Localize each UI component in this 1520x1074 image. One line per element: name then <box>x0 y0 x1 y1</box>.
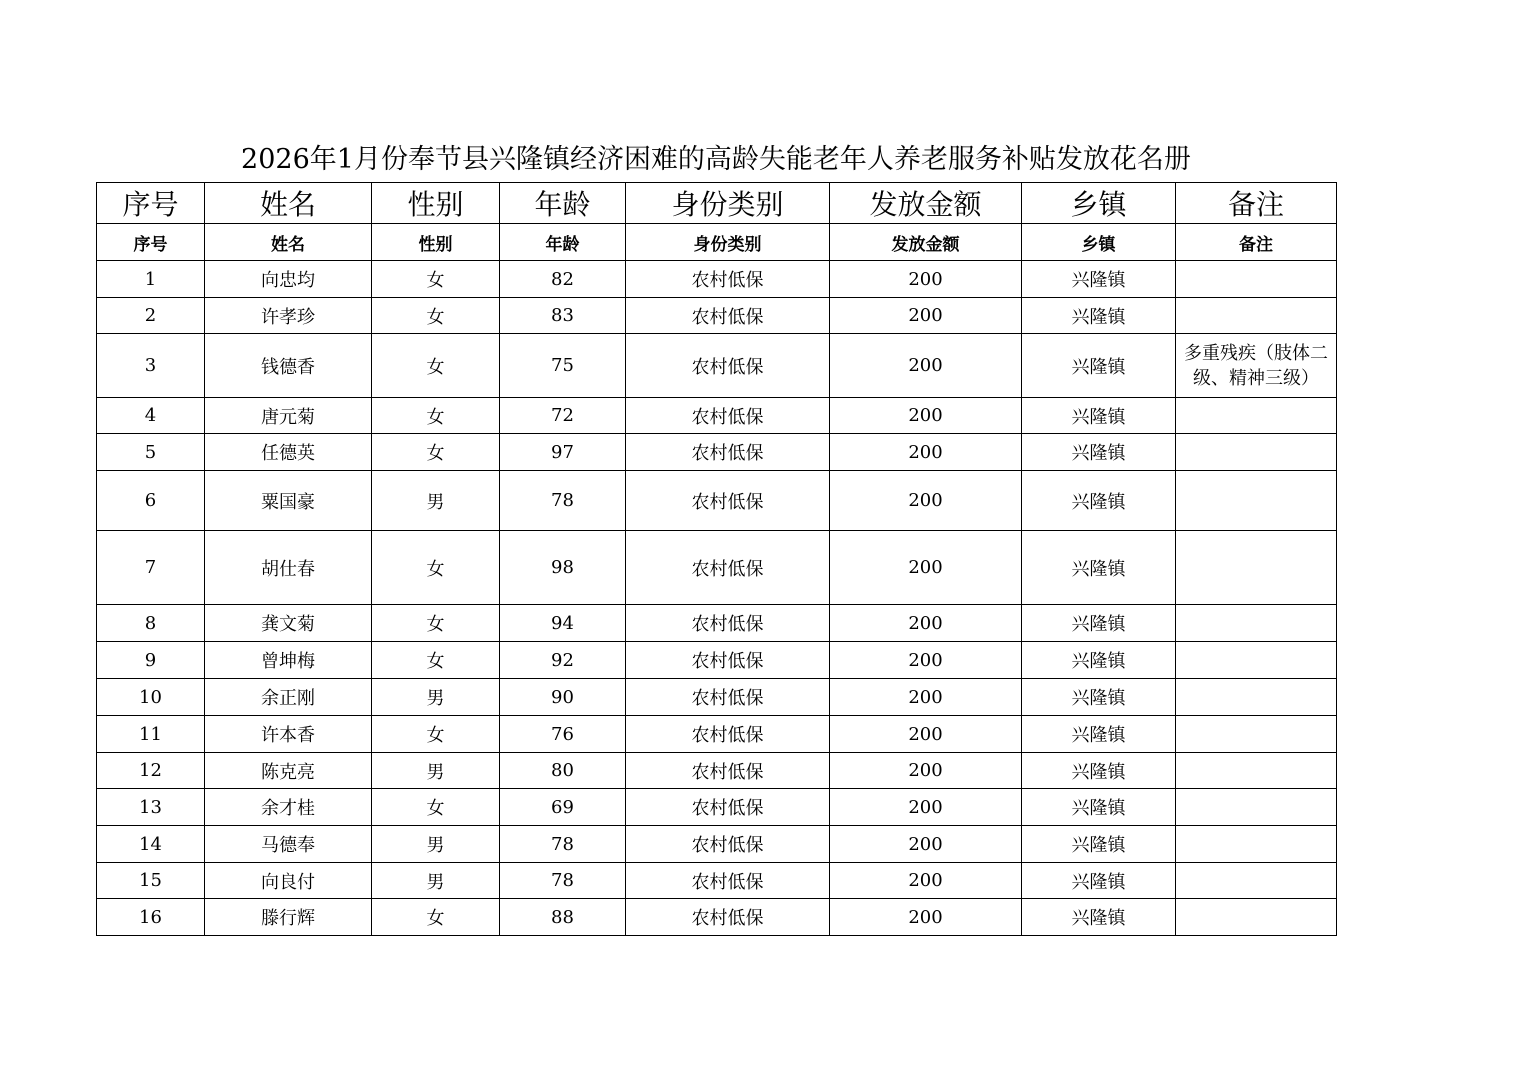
cell-note <box>1176 605 1337 642</box>
header-cell: 年龄 <box>500 183 626 224</box>
cell-amount: 200 <box>830 605 1022 642</box>
table-row <box>97 531 1337 605</box>
table-row <box>97 605 1337 642</box>
cell-town: 兴隆镇 <box>1022 334 1176 398</box>
cell-age: 92 <box>500 642 626 679</box>
cell-no: 1 <box>97 261 205 298</box>
cell-gender: 男 <box>372 826 500 863</box>
cell-no: 7 <box>97 531 205 605</box>
cell-gender: 女 <box>372 398 500 434</box>
cell-town: 兴隆镇 <box>1022 398 1176 434</box>
table-row <box>97 434 1337 471</box>
cell-town: 兴隆镇 <box>1022 261 1176 298</box>
header-cell: 年龄 <box>500 224 626 261</box>
cell-note <box>1176 298 1337 334</box>
cell-amount: 200 <box>830 471 1022 531</box>
cell-no: 2 <box>97 298 205 334</box>
cell-category: 农村低保 <box>626 434 830 471</box>
cell-gender: 女 <box>372 261 500 298</box>
cell-no: 4 <box>97 398 205 434</box>
table-row <box>97 298 1337 334</box>
cell-no: 10 <box>97 679 205 716</box>
cell-name: 马德奉 <box>205 826 372 863</box>
cell-note <box>1176 863 1337 899</box>
cell-note <box>1176 753 1337 789</box>
table-row <box>97 261 1337 298</box>
cell-no: 14 <box>97 826 205 863</box>
cell-town: 兴隆镇 <box>1022 298 1176 334</box>
cell-category: 农村低保 <box>626 642 830 679</box>
cell-gender: 女 <box>372 642 500 679</box>
cell-category: 农村低保 <box>626 261 830 298</box>
header-cell: 性别 <box>372 183 500 224</box>
header-cell: 性别 <box>372 224 500 261</box>
cell-category: 农村低保 <box>626 398 830 434</box>
cell-name: 滕行辉 <box>205 899 372 936</box>
cell-age: 82 <box>500 261 626 298</box>
cell-gender: 男 <box>372 863 500 899</box>
cell-age: 78 <box>500 471 626 531</box>
cell-name: 许本香 <box>205 716 372 753</box>
cell-category: 农村低保 <box>626 298 830 334</box>
cell-note <box>1176 334 1337 398</box>
header-cell: 乡镇 <box>1022 224 1176 261</box>
cell-no: 5 <box>97 434 205 471</box>
cell-age: 78 <box>500 863 626 899</box>
cell-category: 农村低保 <box>626 899 830 936</box>
table-row <box>97 863 1337 899</box>
cell-town: 兴隆镇 <box>1022 605 1176 642</box>
cell-name: 任德英 <box>205 434 372 471</box>
table-row <box>97 899 1337 936</box>
table-row <box>97 471 1337 531</box>
cell-amount: 200 <box>830 899 1022 936</box>
cell-no: 3 <box>97 334 205 398</box>
header-cell: 序号 <box>97 183 205 224</box>
cell-town: 兴隆镇 <box>1022 899 1176 936</box>
cell-no: 13 <box>97 789 205 826</box>
cell-no: 8 <box>97 605 205 642</box>
subsidy-roster-table <box>96 182 1337 936</box>
cell-category: 农村低保 <box>626 334 830 398</box>
cell-name: 余才桂 <box>205 789 372 826</box>
cell-name: 曾坤梅 <box>205 642 372 679</box>
cell-age: 94 <box>500 605 626 642</box>
header-cell: 备注 <box>1176 224 1337 261</box>
cell-no: 16 <box>97 899 205 936</box>
cell-age: 69 <box>500 789 626 826</box>
cell-age: 75 <box>500 334 626 398</box>
table-row <box>97 716 1337 753</box>
cell-amount: 200 <box>830 298 1022 334</box>
cell-age: 78 <box>500 826 626 863</box>
cell-name: 向忠均 <box>205 261 372 298</box>
cell-age: 88 <box>500 899 626 936</box>
cell-note <box>1176 531 1337 605</box>
cell-note <box>1176 789 1337 826</box>
cell-age: 76 <box>500 716 626 753</box>
header-cell: 乡镇 <box>1022 183 1176 224</box>
cell-no: 11 <box>97 716 205 753</box>
cell-name: 许孝珍 <box>205 298 372 334</box>
cell-gender: 女 <box>372 434 500 471</box>
cell-category: 农村低保 <box>626 679 830 716</box>
cell-no: 15 <box>97 863 205 899</box>
cell-category: 农村低保 <box>626 826 830 863</box>
header-cell: 序号 <box>97 224 205 261</box>
header-cell: 备注 <box>1176 183 1337 224</box>
cell-category: 农村低保 <box>626 471 830 531</box>
cell-note <box>1176 261 1337 298</box>
cell-town: 兴隆镇 <box>1022 826 1176 863</box>
table-row <box>97 753 1337 789</box>
cell-note <box>1176 398 1337 434</box>
cell-name: 龚文菊 <box>205 605 372 642</box>
header-cell: 身份类别 <box>626 183 830 224</box>
cell-category: 农村低保 <box>626 531 830 605</box>
cell-amount: 200 <box>830 716 1022 753</box>
cell-town: 兴隆镇 <box>1022 716 1176 753</box>
cell-note <box>1176 471 1337 531</box>
cell-age: 83 <box>500 298 626 334</box>
cell-no: 9 <box>97 642 205 679</box>
header-cell: 身份类别 <box>626 224 830 261</box>
cell-age: 90 <box>500 679 626 716</box>
cell-name: 向良付 <box>205 863 372 899</box>
cell-note <box>1176 434 1337 471</box>
cell-note <box>1176 642 1337 679</box>
cell-category: 农村低保 <box>626 863 830 899</box>
note-text: 多重残疾（肢体二级、精神三级） <box>1184 342 1328 389</box>
cell-amount: 200 <box>830 826 1022 863</box>
cell-age: 80 <box>500 753 626 789</box>
cell-gender: 女 <box>372 899 500 936</box>
header-cell: 发放金额 <box>830 183 1022 224</box>
cell-amount: 200 <box>830 261 1022 298</box>
cell-gender: 男 <box>372 753 500 789</box>
cell-town: 兴隆镇 <box>1022 471 1176 531</box>
cell-category: 农村低保 <box>626 789 830 826</box>
cell-amount: 200 <box>830 753 1022 789</box>
cell-gender: 女 <box>372 605 500 642</box>
table-row <box>97 679 1337 716</box>
cell-gender: 男 <box>372 471 500 531</box>
cell-category: 农村低保 <box>626 753 830 789</box>
cell-amount: 200 <box>830 863 1022 899</box>
header-cell: 姓名 <box>205 183 372 224</box>
table-row <box>97 398 1337 434</box>
cell-town: 兴隆镇 <box>1022 434 1176 471</box>
cell-gender: 女 <box>372 716 500 753</box>
cell-no: 12 <box>97 753 205 789</box>
cell-note <box>1176 716 1337 753</box>
cell-name: 唐元菊 <box>205 398 372 434</box>
cell-age: 98 <box>500 531 626 605</box>
cell-amount: 200 <box>830 789 1022 826</box>
cell-no: 6 <box>97 471 205 531</box>
cell-note <box>1176 826 1337 863</box>
cell-name: 胡仕春 <box>205 531 372 605</box>
cell-amount: 200 <box>830 434 1022 471</box>
cell-amount: 200 <box>830 334 1022 398</box>
header-cell: 姓名 <box>205 224 372 261</box>
cell-town: 兴隆镇 <box>1022 863 1176 899</box>
cell-note <box>1176 899 1337 936</box>
cell-gender: 男 <box>372 679 500 716</box>
cell-age: 97 <box>500 434 626 471</box>
table-row <box>97 826 1337 863</box>
header-row-large <box>97 183 1337 224</box>
table-row <box>97 642 1337 679</box>
cell-gender: 女 <box>372 298 500 334</box>
cell-gender: 女 <box>372 334 500 398</box>
cell-name: 陈克亮 <box>205 753 372 789</box>
cell-town: 兴隆镇 <box>1022 531 1176 605</box>
cell-name: 粟国豪 <box>205 471 372 531</box>
cell-amount: 200 <box>830 398 1022 434</box>
cell-name: 余正刚 <box>205 679 372 716</box>
cell-name: 钱德香 <box>205 334 372 398</box>
cell-town: 兴隆镇 <box>1022 642 1176 679</box>
document-title: 2026年1月份奉节县兴隆镇经济困难的高龄失能老年人养老服务补贴发放花名册 <box>241 144 1191 175</box>
cell-amount: 200 <box>830 531 1022 605</box>
table-row <box>97 334 1337 398</box>
table-row <box>97 789 1337 826</box>
cell-gender: 女 <box>372 531 500 605</box>
cell-town: 兴隆镇 <box>1022 789 1176 826</box>
cell-category: 农村低保 <box>626 716 830 753</box>
header-cell: 发放金额 <box>830 224 1022 261</box>
cell-amount: 200 <box>830 642 1022 679</box>
cell-age: 72 <box>500 398 626 434</box>
cell-gender: 女 <box>372 789 500 826</box>
cell-amount: 200 <box>830 679 1022 716</box>
cell-town: 兴隆镇 <box>1022 679 1176 716</box>
cell-category: 农村低保 <box>626 605 830 642</box>
cell-note <box>1176 679 1337 716</box>
cell-town: 兴隆镇 <box>1022 753 1176 789</box>
header-row-small <box>97 224 1337 261</box>
